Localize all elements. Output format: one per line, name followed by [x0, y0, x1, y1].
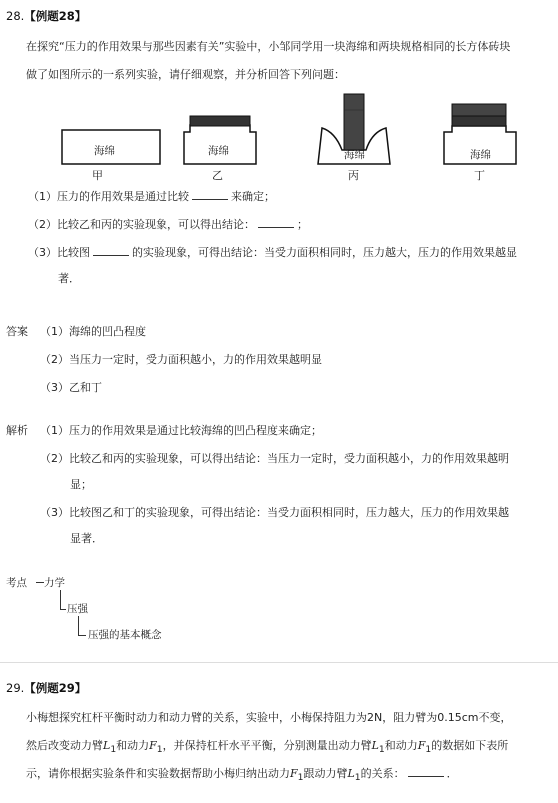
answer-blank[interactable] [408, 764, 444, 777]
analysis-line-2: （2）比较乙和丙的实验现象，可以得出结论：当压力一定时，受力面积越小，力的作用效果越明 [40, 452, 509, 465]
q29-line1: 小梅想探究杠杆平衡时动力和动力臂的关系，实验中，小梅保持阻力为2N，阻力臂为0.15cm不变， [26, 711, 512, 724]
question-tag: 【例题29】 [24, 681, 87, 695]
answer-line-3: （3）乙和丁 [40, 381, 102, 394]
sub-question-1: （1）压力的作用效果是通过比较 来确定； [28, 184, 275, 210]
question-number: 28. [6, 9, 25, 23]
caption-jia: 甲 [92, 169, 103, 182]
caption-bing: 丙 [348, 169, 359, 182]
kaodian-grandchild: 压强的基本概念 [88, 629, 162, 641]
answer-blank[interactable] [93, 243, 129, 256]
tree-line [36, 582, 44, 583]
kaodian-child: 压强 [67, 603, 88, 615]
question-tag: 【例题28】 [24, 9, 87, 23]
sponge-label-bing: 海绵 [344, 149, 365, 161]
tree-line [60, 609, 66, 610]
question-stem-line2: 做了如图所示的一系列实验，请仔细观察，并分析回答下列问题： [26, 68, 345, 81]
answer-blank[interactable] [258, 215, 294, 228]
kaodian-label: 考点 [6, 577, 27, 589]
tree-line [60, 590, 61, 610]
sub-question-2: （2）比较乙和丙的实验现象，可以得出结论： ； [28, 212, 308, 238]
question-number: 29. [6, 681, 25, 695]
answer-blank[interactable] [192, 187, 228, 200]
caption-yi: 乙 [212, 169, 223, 182]
analysis-line-3: （3）比较图乙和丁的实验现象，可得出结论：当受力面积相同时，压力越大，压力的作用效果越 [40, 506, 509, 519]
sub-question-3-cont: 著． [58, 272, 80, 285]
tree-line [78, 616, 79, 636]
sponge-label-ding: 海绵 [470, 149, 491, 161]
analysis-line-3-cont: 显著． [70, 532, 103, 545]
analysis-line-1: （1）压力的作用效果是通过比较海绵的凹凸程度来确定； [40, 424, 322, 437]
answer-line-2: （2）当压力一定时，受力面积越小，力的作用效果越明显 [40, 353, 322, 366]
analysis-line-2-cont: 显； [70, 478, 92, 491]
q29-line3: 示，请你根据实验条件和实验数据帮助小梅归纳出动力$F_1$跟动力臂$L_1$的关系： ． [26, 761, 458, 791]
answer-line-1: （1）海绵的凹凸程度 [40, 325, 146, 338]
kaodian-root: 力学 [44, 577, 65, 589]
caption-ding: 丁 [474, 169, 485, 182]
sub-question-3: （3）比较图 的实验现象，可得出结论：当受力面积相同时，压力越大，压力的作用效果越显 [28, 240, 517, 266]
question-stem-line1: 在探究“压力的作用效果与那些因素有关”实验中，小邹同学用一块海绵和两块规格相同的长方体砖块 [26, 40, 511, 53]
answer-label: 答案 [6, 325, 28, 338]
section-divider [0, 662, 558, 663]
tree-line [78, 635, 86, 636]
analysis-label: 解析 [6, 424, 28, 437]
sponge-label-jia: 海绵 [94, 145, 115, 157]
sponge-label-yi: 海绵 [208, 145, 229, 157]
q29-line2: 然后改变动力臂$L_1$和动力$F_1$，并保持杠杆水平平衡，分别测量出动力臂$L_1$和动力$F_1$的数据如下表所 [26, 739, 509, 756]
